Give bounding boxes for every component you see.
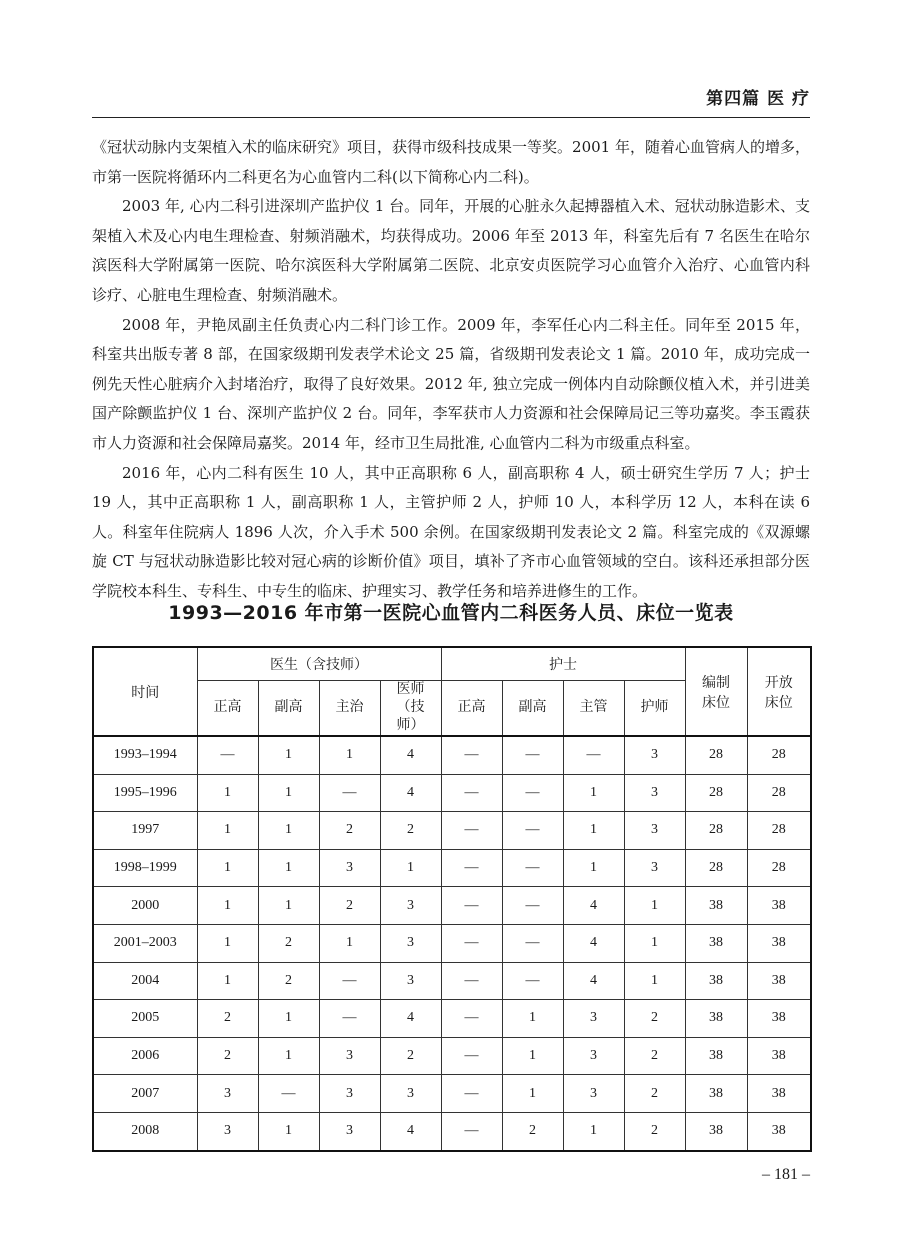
table-cell: 38 (747, 1037, 811, 1075)
table-cell: 3 (563, 1000, 624, 1038)
table-cell-time: 1993–1994 (93, 736, 197, 774)
header-nurses-group: 护士 (441, 647, 685, 681)
table-cell: 2 (197, 1000, 258, 1038)
table-cell: 2 (380, 812, 441, 850)
table-cell: 4 (563, 962, 624, 1000)
table-row (93, 924, 811, 962)
table-cell: 1 (197, 924, 258, 962)
table-cell: 1 (197, 962, 258, 1000)
table-cell: 1 (258, 1000, 319, 1038)
table-cell: 3 (319, 849, 380, 887)
table-row (93, 887, 811, 925)
table-cell-time: 2007 (93, 1075, 197, 1113)
table-cell: 2 (197, 1037, 258, 1075)
table-row (93, 1037, 811, 1075)
table-cell: 2 (319, 887, 380, 925)
table-cell: 1 (380, 849, 441, 887)
table-cell: — (563, 736, 624, 774)
table-row (93, 1112, 811, 1150)
table-cell: — (502, 962, 563, 1000)
table-cell: 3 (380, 1075, 441, 1113)
table-cell: 28 (747, 736, 811, 774)
header-nurse-supervisor: 主管 (563, 681, 624, 737)
table-cell: 1 (319, 924, 380, 962)
table-cell: — (319, 774, 380, 812)
header-nurse-nurse: 护师 (624, 681, 685, 737)
table-cell: 2 (258, 962, 319, 1000)
table-cell: 38 (685, 887, 747, 925)
table-cell: — (502, 887, 563, 925)
table-cell: 2 (258, 924, 319, 962)
table-row (93, 736, 811, 774)
table-cell: 1 (258, 812, 319, 850)
table-cell: 2 (319, 812, 380, 850)
table-cell: 3 (624, 812, 685, 850)
section-header: 第四篇 医 疗 (706, 89, 810, 109)
table-title: 1993—2016 年市第一医院心血管内二科医务人员、床位一览表 (168, 602, 734, 624)
table-cell: 1 (258, 1037, 319, 1075)
table-cell: 1 (258, 736, 319, 774)
table-cell: — (441, 812, 502, 850)
table-cell: 4 (563, 887, 624, 925)
table-cell: 3 (319, 1075, 380, 1113)
paragraph: 2008 年，尹艳凤副主任负责心内二科门诊工作。2009 年，李军任心内二科主任。同年至 2015 年，科室共出版专著 8 部，在国家级期刊发表学术论文 25 篇，省级期刊发表论文 1 篇。2010 年，成功完成一例先天性心脏病介入封堵治疗，取得了良好效果。2012 年, 独立完成一例体内自动除颤仪植入术，并引进美国产除颤监护仪 1 台、深圳产监护仪 2 台。同年，李军获市人力资源和社会保障局记三等功嘉奖。李玉霞获市人力资源和社会保障局嘉奖。2014 年，经市卫生局批准, 心血管内二科为市级重点科室。 (92, 315, 810, 452)
table-cell: 1 (197, 812, 258, 850)
table-cell-time: 1997 (93, 812, 197, 850)
table-cell: 3 (624, 736, 685, 774)
table-cell: 1 (319, 736, 380, 774)
header-doctor-senior: 正高 (197, 681, 258, 737)
table-cell: 1 (563, 849, 624, 887)
page-number: – 181 – (762, 1166, 810, 1183)
table-cell: 1 (258, 1112, 319, 1150)
table-cell-time: 2004 (93, 962, 197, 1000)
table-cell: 3 (563, 1037, 624, 1075)
table-cell: 1 (563, 774, 624, 812)
table-cell: 1 (258, 774, 319, 812)
table-cell: 3 (319, 1037, 380, 1075)
table-cell: — (319, 962, 380, 1000)
table-cell: 1 (502, 1000, 563, 1038)
table-cell: 2 (624, 1112, 685, 1150)
table-row (93, 962, 811, 1000)
table-cell: 38 (685, 1000, 747, 1038)
table-cell: — (258, 1075, 319, 1113)
header-doctor-physician: 医师（技师） (380, 681, 441, 737)
table-cell: — (441, 887, 502, 925)
header-nurse-senior: 正高 (441, 681, 502, 737)
table-cell: 3 (380, 887, 441, 925)
table-cell: 2 (502, 1112, 563, 1150)
table-cell: 38 (685, 1037, 747, 1075)
table-cell: 2 (624, 1037, 685, 1075)
table-cell-time: 1995–1996 (93, 774, 197, 812)
table-cell: 38 (747, 1000, 811, 1038)
table-cell: — (441, 774, 502, 812)
table-cell: 3 (624, 849, 685, 887)
header-planned-beds: 编制床位 (685, 647, 747, 736)
paragraph: 2003 年, 心内二科引进深圳产监护仪 1 台。同年，开展的心脏永久起搏器植入术、冠状动脉造影术、支架植入术及心内电生理检查、射频消融术，均获得成功。2006 年至 2013 年，科室先后有 7 名医生在哈尔滨医科大学附属第一医院、哈尔滨医科大学附属第二医院、北京安贞医院学习心血管介入治疗、心血管内科诊疗、心脏电生理检查、射频消融术。 (92, 197, 810, 304)
table-cell: 1 (563, 812, 624, 850)
table-cell: — (441, 849, 502, 887)
header-open-beds: 开放床位 (747, 647, 811, 736)
table-cell-time: 2005 (93, 1000, 197, 1038)
table-cell: 4 (380, 736, 441, 774)
table-cell: 38 (685, 1075, 747, 1113)
table-cell: 2 (624, 1075, 685, 1113)
table-cell: — (441, 962, 502, 1000)
table-cell: 38 (747, 887, 811, 925)
table-cell: 3 (380, 924, 441, 962)
table-cell: — (441, 1037, 502, 1075)
table-cell: 38 (747, 962, 811, 1000)
table-cell: — (441, 1112, 502, 1150)
header-doctor-associate: 副高 (258, 681, 319, 737)
table-cell: — (502, 924, 563, 962)
body-text (92, 133, 810, 607)
table-cell: 1 (258, 849, 319, 887)
table-cell: 38 (685, 1112, 747, 1150)
table-cell: 38 (685, 924, 747, 962)
table-cell: — (441, 1075, 502, 1113)
table-cell: 38 (747, 1112, 811, 1150)
table-row (93, 849, 811, 887)
table-cell: — (502, 774, 563, 812)
table-cell: 1 (197, 849, 258, 887)
table-cell-time: 2008 (93, 1112, 197, 1150)
table-row (93, 1075, 811, 1113)
table-cell: — (502, 849, 563, 887)
table-cell-time: 2006 (93, 1037, 197, 1075)
table-cell: — (441, 924, 502, 962)
table-cell: 1 (563, 1112, 624, 1150)
table-cell: 1 (502, 1037, 563, 1075)
table-cell: — (319, 1000, 380, 1038)
table-cell: 1 (624, 887, 685, 925)
table-cell: — (502, 812, 563, 850)
table-row (93, 812, 811, 850)
paragraph: 2016 年，心内二科有医生 10 人，其中正高职称 6 人，副高职称 4 人，硕士研究生学历 7 人；护士 19 人，其中正高职称 1 人，副高职称 1 人，主管护师 2 人，护师 10 人，本科学历 12 人，本科在读 6 人。科室年住院病人 1896 人次，介入手术 500 余例。在国家级期刊发表论文 2 篇。科室完成的《双源螺旋 CT 与冠状动脉造影比较对冠心病的诊断价值》项目，填补了齐市心血管领域的空白。该科还承担部分医学院校本科生、专科生、中专生的临床、护理实习、教学任务和培养进修生的工作。 (92, 463, 810, 600)
table-cell: — (441, 736, 502, 774)
table-cell-time: 2000 (93, 887, 197, 925)
table-cell: 1 (624, 962, 685, 1000)
table-cell: 4 (380, 1112, 441, 1150)
table-cell: 28 (747, 812, 811, 850)
table-cell: 3 (197, 1112, 258, 1150)
header-rule (92, 117, 810, 118)
table-cell: 3 (197, 1075, 258, 1113)
table-cell: — (197, 736, 258, 774)
header-nurse-associate: 副高 (502, 681, 563, 737)
table-cell: 4 (380, 774, 441, 812)
table-cell: — (502, 736, 563, 774)
table-cell: 38 (685, 962, 747, 1000)
table-cell: 38 (747, 924, 811, 962)
table-cell: 1 (197, 887, 258, 925)
paragraph: 《冠状动脉内支架植入术的临床研究》项目，获得市级科技成果一等奖。2001 年，随着心血管病人的增多，市第一医院将循环内二科更名为心血管内二科(以下简称心内二科)。 (92, 138, 810, 186)
table-cell: 3 (319, 1112, 380, 1150)
table-cell: 28 (685, 736, 747, 774)
table-row (93, 774, 811, 812)
table-cell: 4 (563, 924, 624, 962)
table-row (93, 1000, 811, 1038)
table-cell: 1 (258, 887, 319, 925)
header-time: 时间 (93, 647, 197, 736)
table-cell: 1 (624, 924, 685, 962)
table-cell: 2 (380, 1037, 441, 1075)
header-doctors-group: 医生（含技师） (197, 647, 441, 681)
table-cell: 28 (747, 849, 811, 887)
table-cell: 28 (685, 849, 747, 887)
table-cell: 3 (624, 774, 685, 812)
table-cell: 28 (747, 774, 811, 812)
table-cell: 4 (380, 1000, 441, 1038)
table-cell-time: 2001–2003 (93, 924, 197, 962)
table-cell: 2 (624, 1000, 685, 1038)
header-doctor-attending: 主治 (319, 681, 380, 737)
table-cell: 38 (747, 1075, 811, 1113)
table-cell: 1 (502, 1075, 563, 1113)
table-cell-time: 1998–1999 (93, 849, 197, 887)
table-cell: 3 (380, 962, 441, 1000)
table-cell: 1 (197, 774, 258, 812)
table-cell: — (441, 1000, 502, 1038)
table-cell: 28 (685, 812, 747, 850)
staff-bed-table (92, 646, 812, 1152)
table-cell: 3 (563, 1075, 624, 1113)
table-cell: 28 (685, 774, 747, 812)
